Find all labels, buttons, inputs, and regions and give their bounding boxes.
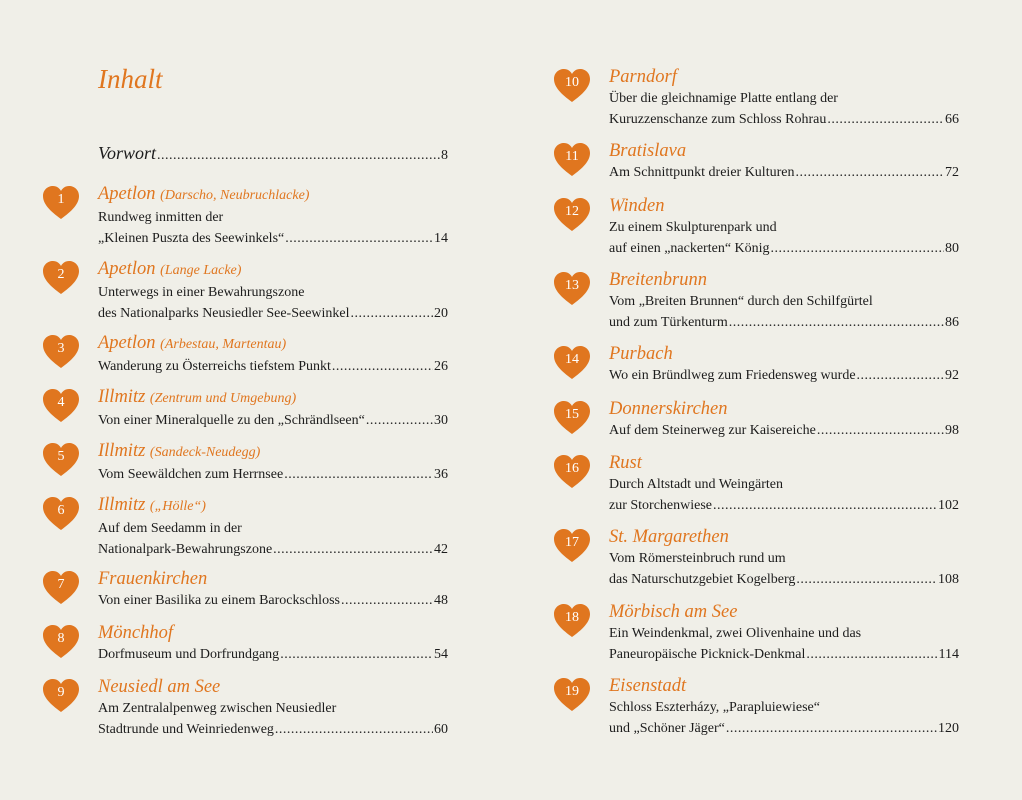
description-text: Auf dem Steinerweg zur Kaisereiche: [609, 423, 816, 438]
description-text: das Naturschutzgebiet Kogelberg: [609, 572, 796, 587]
dot-leader: [280, 644, 433, 665]
entry-title-row: [609, 398, 959, 420]
dot-leader: [285, 228, 433, 249]
description-text: Dorfmuseum und Dorfrundgang: [98, 647, 280, 662]
heart-icon: [553, 677, 591, 713]
entry-number: 12: [565, 204, 579, 219]
entry-title-row: [98, 676, 448, 698]
page-number: 36: [434, 467, 448, 482]
entry-title-row: [98, 258, 448, 282]
description-line: [609, 548, 959, 569]
description-line: [98, 539, 448, 560]
entry-description: [98, 644, 448, 665]
entry-number: 18: [565, 610, 579, 625]
entry-number: 16: [565, 461, 579, 476]
dot-leader: [284, 464, 433, 485]
description-line: [609, 697, 959, 718]
description-line: [609, 109, 959, 130]
entry-title: Illmitz: [98, 387, 146, 407]
entry-title-row: [98, 183, 448, 207]
entry-number: 4: [57, 395, 65, 410]
entry-description: [609, 697, 959, 739]
entry-description: [98, 590, 448, 611]
dot-leader: [817, 420, 944, 441]
page-number: 86: [945, 315, 959, 330]
page-number: 54: [434, 647, 448, 662]
description-line: [98, 698, 448, 719]
heart-icon: [42, 334, 80, 370]
description-text: Paneuropäische Picknick-Denkmal: [609, 647, 806, 662]
entry-description: [609, 548, 959, 590]
entry-title: Apetlon: [98, 333, 156, 353]
entry-description: [609, 217, 959, 259]
description-text: und zum Türkenturm: [609, 315, 728, 330]
entry-description: [98, 518, 448, 560]
dot-leader: [729, 312, 944, 333]
entry-number: 6: [57, 503, 65, 518]
toc-entry[interactable]: [609, 269, 959, 333]
entry-title: Purbach: [609, 344, 673, 364]
entry-number: 17: [565, 535, 579, 550]
entry-title: Apetlon: [98, 259, 156, 279]
description-line: [609, 420, 959, 441]
entry-title-row: [98, 386, 448, 410]
page-number: 48: [434, 593, 448, 608]
toc-entry[interactable]: [609, 343, 959, 386]
toc-entry[interactable]: [98, 622, 448, 665]
entry-description: [98, 207, 448, 249]
entry-title: St. Margarethen: [609, 527, 729, 547]
description-line: [98, 410, 448, 431]
entry-title: Illmitz: [98, 495, 146, 515]
dot-leader: [857, 365, 944, 386]
entry-number: 3: [57, 341, 65, 356]
entry-number: 8: [57, 631, 65, 646]
entry-title-row: [98, 622, 448, 644]
dot-leader: [796, 569, 937, 590]
dot-leader: [771, 238, 944, 259]
heart-icon: [553, 454, 591, 490]
description-text: auf einen „nackerten“ König: [609, 241, 770, 256]
entry-title-row: [609, 675, 959, 697]
entry-title: Eisenstadt: [609, 676, 687, 696]
page-number: 108: [938, 572, 959, 587]
entry-title-row: [609, 601, 959, 623]
heart-icon: [553, 345, 591, 381]
description-text: Kuruzzenschanze zum Schloss Rohrau: [609, 112, 827, 127]
entry-number: 13: [565, 278, 579, 293]
description-line: [609, 88, 959, 109]
entry-number: 7: [57, 577, 65, 592]
entry-title-row: [609, 195, 959, 217]
toc-entry-vorwort[interactable]: [98, 143, 448, 164]
entry-title: Apetlon: [98, 184, 156, 204]
entry-number: 5: [57, 449, 65, 464]
toc-entry[interactable]: [609, 452, 959, 516]
description-text: Vom Seewäldchen zum Herrnsee: [98, 467, 284, 482]
heart-icon: [553, 528, 591, 564]
toc-entry[interactable]: [98, 568, 448, 611]
heart-icon: [553, 197, 591, 233]
page-number: 80: [945, 241, 959, 256]
toc-entry[interactable]: [98, 494, 448, 560]
entry-description: [609, 365, 959, 386]
description-line: [609, 718, 959, 739]
vorwort-label: Vorwort: [98, 143, 157, 163]
heart-icon: [42, 624, 80, 660]
description-line: [98, 590, 448, 611]
description-line: [609, 474, 959, 495]
entry-title: Winden: [609, 196, 665, 216]
description-text: Auf dem Seedamm in der: [98, 521, 242, 536]
entry-subtitle: (Lange Lacke): [160, 263, 242, 278]
description-line: [609, 365, 959, 386]
toc-entry[interactable]: [609, 398, 959, 441]
description-line: [609, 623, 959, 644]
entry-title-row: [98, 568, 448, 590]
dot-leader: [366, 410, 433, 431]
heart-icon: [42, 570, 80, 606]
heart-icon: [553, 271, 591, 307]
entry-title: Rust: [609, 453, 642, 473]
dot-leader: [341, 590, 433, 611]
description-line: [98, 719, 448, 740]
description-text: Schloss Eszterházy, „Parapluiewiese“: [609, 700, 820, 715]
page-number: 98: [945, 423, 959, 438]
heart-icon: [42, 496, 80, 532]
entry-title-row: [609, 343, 959, 365]
description-text: Vom „Breiten Brunnen“ durch den Schilfgürtel: [609, 294, 873, 309]
description-text: Wo ein Bründlweg zum Friedensweg wurde: [609, 368, 856, 383]
toc-entry[interactable]: [609, 601, 959, 665]
entry-subtitle: (Sandeck-Neudegg): [149, 445, 261, 460]
description-line: [98, 356, 448, 377]
description-text: Zu einem Skulpturenpark und: [609, 220, 777, 235]
heart-icon: [42, 185, 80, 221]
description-text: Vom Römersteinbruch rund um: [609, 551, 786, 566]
entry-number: 19: [565, 684, 579, 699]
toc-entry[interactable]: [609, 140, 959, 183]
heart-icon: [42, 260, 80, 296]
page-number: 26: [434, 359, 448, 374]
description-line: [609, 162, 959, 183]
description-text: Über die gleichnamige Platte entlang der: [609, 91, 838, 106]
heart-icon: [553, 68, 591, 104]
entry-description: [98, 410, 448, 431]
page-number: 20: [434, 306, 448, 321]
page-number: 114: [938, 647, 959, 662]
page-number: 120: [938, 721, 959, 736]
entry-number: 1: [57, 192, 65, 207]
description-line: [609, 217, 959, 238]
description-text: Stadtrunde und Weinriedenweg: [98, 722, 274, 737]
entry-description: [98, 282, 448, 324]
entry-description: [98, 464, 448, 485]
entry-description: [609, 474, 959, 516]
entry-description: [609, 623, 959, 665]
heart-icon: [553, 142, 591, 178]
description-line: [98, 282, 448, 303]
entry-number: 15: [565, 407, 579, 422]
entry-subtitle: („Hölle“): [149, 499, 206, 514]
description-text: des Nationalparks Neusiedler See-Seewinkel: [98, 306, 350, 321]
page-number: 30: [434, 413, 448, 428]
heart-icon: [42, 442, 80, 478]
entry-subtitle: (Zentrum und Umgebung): [149, 391, 297, 406]
toc-entry[interactable]: [98, 332, 448, 377]
entry-title-row: [609, 140, 959, 162]
description-line: [609, 291, 959, 312]
entry-title: Illmitz: [98, 441, 146, 461]
entry-title: Neusiedl am See: [98, 677, 221, 697]
entry-title-row: [98, 332, 448, 356]
entry-title-row: [609, 269, 959, 291]
description-line: [98, 464, 448, 485]
description-text: Nationalpark-Bewahrungszone: [98, 542, 273, 557]
dot-leader: [273, 539, 433, 560]
dot-leader: [351, 303, 433, 324]
page-number: 42: [434, 542, 448, 557]
entry-title-row: [98, 440, 448, 464]
toc-entry[interactable]: [98, 676, 448, 740]
entry-description: [98, 356, 448, 377]
toc-entry[interactable]: [609, 195, 959, 259]
entry-title: Breitenbrunn: [609, 270, 707, 290]
toc-entry[interactable]: [609, 675, 959, 739]
description-text: Wanderung zu Österreichs tiefstem Punkt: [98, 359, 331, 374]
entry-title-row: [98, 494, 448, 518]
description-text: Rundweg inmitten der: [98, 210, 224, 225]
entry-subtitle: (Darscho, Neubruchlacke): [160, 188, 310, 203]
description-text: Durch Altstadt und Weingärten: [609, 477, 783, 492]
entry-number: 11: [565, 149, 579, 164]
page-number: 14: [434, 231, 448, 246]
heart-icon: [553, 603, 591, 639]
description-line: [98, 207, 448, 228]
entry-description: [609, 162, 959, 183]
toc-entry[interactable]: [98, 440, 448, 485]
entry-title: Parndorf: [609, 67, 677, 87]
description-text: und „Schöner Jäger“: [609, 721, 725, 736]
dot-leader: [795, 162, 944, 183]
toc-entry[interactable]: [98, 183, 448, 249]
entry-description: [609, 420, 959, 441]
description-line: [98, 303, 448, 324]
page-number: 92: [945, 368, 959, 383]
entry-number: 9: [57, 685, 65, 700]
toc-entry[interactable]: [609, 66, 959, 130]
description-line: [609, 312, 959, 333]
description-line: [609, 238, 959, 259]
dot-leader: [157, 148, 440, 164]
entry-title-row: [609, 452, 959, 474]
entry-title: Donnerskirchen: [609, 399, 728, 419]
dot-leader: [713, 495, 937, 516]
vorwort-page: 8: [441, 148, 448, 163]
heart-icon: [42, 678, 80, 714]
page-number: 72: [945, 165, 959, 180]
page-number: 66: [945, 112, 959, 127]
entry-number: 2: [57, 267, 65, 282]
heart-icon: [42, 388, 80, 424]
dot-leader: [806, 644, 937, 665]
page-title: Inhalt: [98, 64, 163, 94]
description-line: [98, 518, 448, 539]
entry-subtitle: (Arbestau, Martentau): [160, 337, 287, 352]
entry-title-row: [609, 66, 959, 88]
entry-description: [609, 88, 959, 130]
dot-leader: [275, 719, 433, 740]
entry-description: [98, 698, 448, 740]
description-text: Ein Weindenkmal, zwei Olivenhaine und das: [609, 626, 862, 641]
description-line: [609, 495, 959, 516]
description-text: „Kleinen Puszta des Seewinkels“: [98, 231, 285, 246]
entry-number: 10: [565, 75, 579, 90]
description-line: [609, 569, 959, 590]
page-number: 60: [434, 722, 448, 737]
dot-leader: [726, 718, 937, 739]
description-text: Unterwegs in einer Bewahrungszone: [98, 285, 305, 300]
page-number: 102: [938, 498, 959, 513]
dot-leader: [827, 109, 944, 130]
description-text: zur Storchenwiese: [609, 498, 713, 513]
toc-entry[interactable]: [98, 386, 448, 431]
description-text: Am Schnittpunkt dreier Kulturen: [609, 165, 795, 180]
entry-title: Frauenkirchen: [98, 569, 208, 589]
description-line: [98, 644, 448, 665]
description-text: Von einer Basilika zu einem Barockschloss: [98, 593, 340, 608]
description-text: Von einer Mineralquelle zu den „Schrändlseen“: [98, 413, 365, 428]
entry-description: [609, 291, 959, 333]
heart-icon: [553, 400, 591, 436]
entry-title-row: [609, 526, 959, 548]
description-line: [609, 644, 959, 665]
entry-title: Bratislava: [609, 141, 687, 161]
toc-entry[interactable]: [609, 526, 959, 590]
dot-leader: [332, 356, 433, 377]
entry-title: Mönchhof: [98, 623, 174, 643]
description-text: Am Zentralalpenweg zwischen Neusiedler: [98, 701, 337, 716]
entry-title: Mörbisch am See: [609, 602, 738, 622]
entry-number: 14: [565, 352, 579, 367]
description-line: [98, 228, 448, 249]
toc-entry[interactable]: [98, 258, 448, 324]
